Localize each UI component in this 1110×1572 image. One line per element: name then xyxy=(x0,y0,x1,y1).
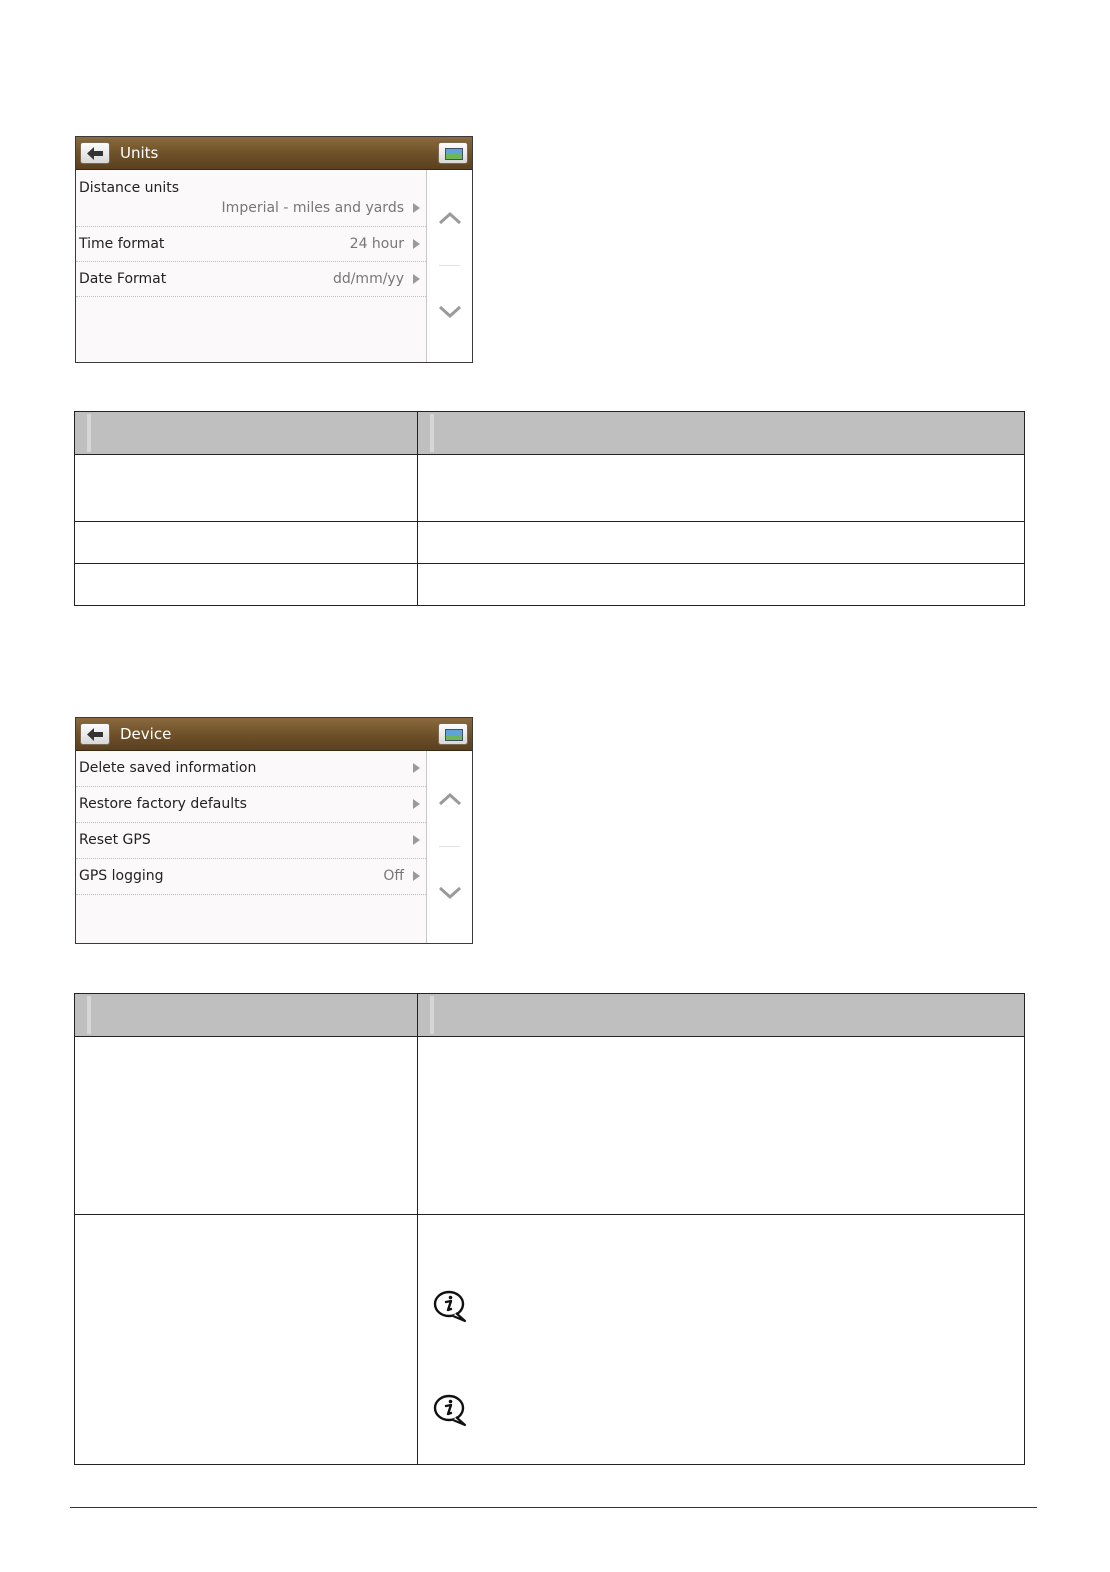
setting-label: Restore factory defaults xyxy=(79,796,247,812)
table-header-cell xyxy=(418,994,1025,1037)
device-header-bar xyxy=(76,718,472,751)
setting-value: Off xyxy=(383,868,404,884)
units-options-table xyxy=(74,411,1025,606)
info-icon xyxy=(432,1393,468,1427)
table-row xyxy=(75,564,1025,606)
chevron-right-icon xyxy=(413,203,420,213)
table-header-cell xyxy=(75,412,418,455)
settings-list xyxy=(76,170,426,362)
chevron-right-icon xyxy=(413,239,420,249)
units-header-bar xyxy=(76,137,472,170)
chevron-down-icon[interactable] xyxy=(438,304,462,320)
setting-label: Time format xyxy=(79,236,165,252)
back-button[interactable] xyxy=(80,142,110,164)
screen-title: Device xyxy=(120,725,172,743)
setting-row-distance-units[interactable] xyxy=(76,170,426,227)
table-header-row xyxy=(75,994,1025,1037)
chevron-right-icon xyxy=(413,835,420,845)
setting-row-date-format[interactable] xyxy=(76,262,426,297)
back-button[interactable] xyxy=(80,723,110,745)
table-cell xyxy=(75,564,418,606)
table-cell xyxy=(75,522,418,564)
chevron-right-icon xyxy=(413,763,420,773)
table-cell xyxy=(75,455,418,522)
map-icon xyxy=(445,148,463,160)
table-row xyxy=(75,455,1025,522)
footer-rule xyxy=(70,1507,1037,1508)
map-button[interactable] xyxy=(438,142,468,164)
scroll-column xyxy=(426,170,472,362)
table-cell xyxy=(75,1037,418,1215)
setting-row-time-format[interactable] xyxy=(76,227,426,262)
table-cell xyxy=(418,1215,1025,1465)
table-row xyxy=(75,1037,1025,1215)
table-header-row xyxy=(75,412,1025,455)
table-cell xyxy=(75,1215,418,1465)
table-header-cell xyxy=(418,412,1025,455)
info-icon xyxy=(432,1289,468,1323)
setting-row-reset-gps[interactable] xyxy=(76,823,426,859)
chevron-right-icon xyxy=(413,799,420,809)
setting-label: Date Format xyxy=(79,271,167,287)
table-header-cell xyxy=(75,994,418,1037)
device-options-table xyxy=(74,993,1025,1465)
table-cell xyxy=(418,1037,1025,1215)
setting-value: 24 hour xyxy=(349,236,404,252)
units-screen xyxy=(75,136,473,363)
setting-row-delete-saved-information[interactable] xyxy=(76,751,426,787)
scroll-divider xyxy=(439,846,460,847)
chevron-down-icon[interactable] xyxy=(438,885,462,901)
chevron-up-icon[interactable] xyxy=(438,210,462,226)
table-row xyxy=(75,1215,1025,1465)
setting-label: Delete saved information xyxy=(79,760,257,776)
chevron-right-icon xyxy=(413,274,420,284)
device-screen xyxy=(75,717,473,944)
chevron-up-icon[interactable] xyxy=(438,791,462,807)
map-button[interactable] xyxy=(438,723,468,745)
arrow-left-icon xyxy=(87,147,104,160)
table-cell xyxy=(418,522,1025,564)
table-row xyxy=(75,522,1025,564)
setting-value: dd/mm/yy xyxy=(332,271,404,287)
chevron-right-icon xyxy=(413,871,420,881)
map-icon xyxy=(445,729,463,741)
setting-row-restore-factory-defaults[interactable] xyxy=(76,787,426,823)
table-cell xyxy=(418,455,1025,522)
setting-label: GPS logging xyxy=(79,868,164,884)
setting-value: Imperial - miles and yards xyxy=(221,200,404,216)
scroll-divider xyxy=(439,265,460,266)
setting-label: Distance units xyxy=(79,180,180,196)
arrow-left-icon xyxy=(87,728,104,741)
settings-list xyxy=(76,751,426,943)
setting-row-gps-logging[interactable] xyxy=(76,859,426,895)
setting-label: Reset GPS xyxy=(79,832,151,848)
scroll-column xyxy=(426,751,472,943)
screen-title: Units xyxy=(120,144,159,162)
table-cell xyxy=(418,564,1025,606)
